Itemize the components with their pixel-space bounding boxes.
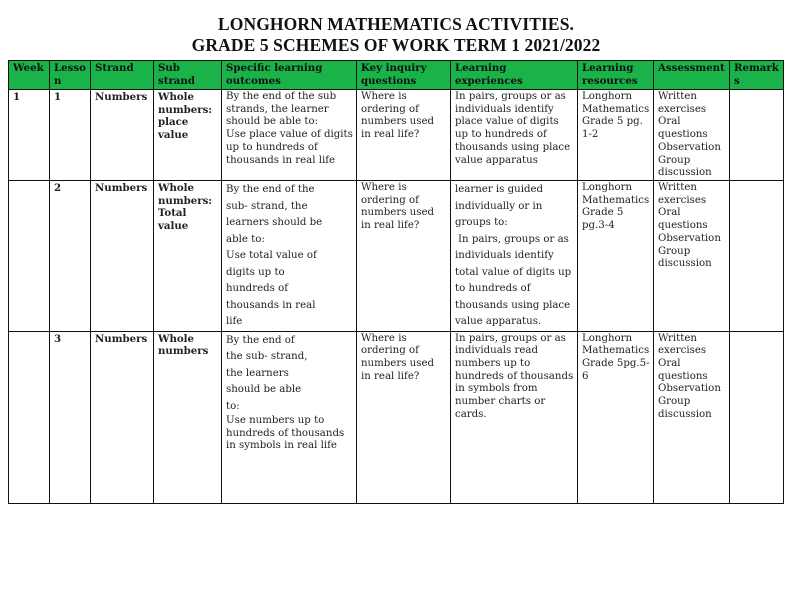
cell-experiences [451,90,578,181]
cell-week [9,181,50,332]
assessment-item: Oral questions [658,357,708,382]
header-strand: Strand [91,61,154,90]
experience-text: In pairs, groups or as individuals identify total value of digits up to hundreds of thousands using place value apparatus. [455,233,572,327]
assessment-item: Written exercises [658,91,707,115]
cell-inquiry: Where is ordering of numbers used in real life? [357,181,451,332]
cell-resources: Longhorn Mathematics Grade 5 pg. 1-2 [578,90,654,181]
outcome-intro-line: the learners [226,367,289,379]
experience-text: In pairs, groups or as individuals read numbers up to hundreds of thousands in symbols from number charts or cards. [455,332,574,420]
cell-experiences [451,331,578,503]
outcome-item: Use numbers up to hundreds of thousands in symbols in real life [226,415,345,452]
outcome-intro: By the end of the sub- strand, the learners should be able to: [226,184,323,245]
assessment-item: Oral questions [658,116,708,141]
cell-sub-strand: Whole numbers [154,331,222,503]
table-row [9,90,784,181]
cell-lesson: 1 [50,90,91,181]
scheme-of-work-table [8,60,784,504]
header-lesson: Lesson [50,61,91,90]
experience-text: In pairs, groups or as individuals identify place value of digits up to hundreds of thousands using place value apparatus [455,91,571,166]
cell-inquiry: Where is ordering of numbers used in real life? [357,90,451,181]
header-sub-strand: Sub strand [154,61,222,90]
cell-lesson: 3 [50,331,91,503]
table-header-row [9,61,784,90]
outcome-intro-line: to: [226,400,240,412]
header-learning-resources: Learning resources [578,61,654,90]
cell-lesson: 2 [50,181,91,332]
cell-strand: Numbers [91,181,154,332]
assessment-item: Observation [658,141,721,153]
cell-resources: Longhorn Mathematics Grade 5pg.5-6 [578,331,654,503]
cell-outcomes [222,331,357,503]
document-title-line-1: LONGHORN MATHEMATICS ACTIVITIES. [217,14,574,34]
outcome-item: Use place value of digits up to hundreds of thousands in real life [226,129,353,166]
assessment-item: Observation [658,232,721,244]
outcome-item: Use total value of digits up to hundreds of thousands in real life [226,250,317,327]
assessment-item: Group discussion [658,396,712,420]
cell-remarks [730,181,784,332]
cell-sub-strand: Whole numbers: place value [154,90,222,181]
cell-sub-strand: Whole numbers: Total value [154,181,222,332]
table-row [9,331,784,503]
document-title-line-2: GRADE 5 SCHEMES OF WORK TERM 1 2021/2022 [191,35,601,55]
experience-intro: learner is guided individually or in groups to: [455,184,544,228]
cell-outcomes [222,181,357,332]
assessment-item: Group discussion [658,154,712,179]
cell-remarks [730,90,784,181]
assessment-item: Written exercises [658,182,707,206]
outcome-intro-line: the sub- strand, [226,351,308,362]
cell-assessment [654,331,730,503]
cell-assessment [654,181,730,332]
cell-week: 1 [9,90,50,181]
cell-remarks [730,331,784,503]
cell-assessment [654,90,730,181]
outcome-intro-line: By the end of [226,334,295,346]
header-week: Week [9,61,50,90]
cell-experiences [451,181,578,332]
assessment-item: Written exercises [658,332,707,357]
cell-week [9,331,50,503]
cell-strand: Numbers [91,331,154,503]
assessment-item: Observation [658,383,721,395]
header-key-inquiry-questions: Key inquiry questions [357,61,451,90]
cell-outcomes [222,90,357,181]
header-learning-experiences: Learning experiences [451,61,578,90]
header-specific-learning-outcomes: Specific learning outcomes [222,61,357,90]
cell-inquiry: Where is ordering of numbers used in real life? [357,331,451,503]
outcome-intro: By the end of the sub strands, the learner should be able to: [226,91,337,128]
cell-strand: Numbers [91,90,154,181]
header-remarks: Remarks [730,61,784,90]
outcome-intro-line: should be able [226,384,302,395]
cell-resources: Longhorn Mathematics Grade 5 pg.3-4 [578,181,654,332]
assessment-item: Oral questions [658,207,708,232]
assessment-item: Group discussion [658,245,712,270]
table-row [9,181,784,332]
header-assessment: Assessment [654,61,730,90]
